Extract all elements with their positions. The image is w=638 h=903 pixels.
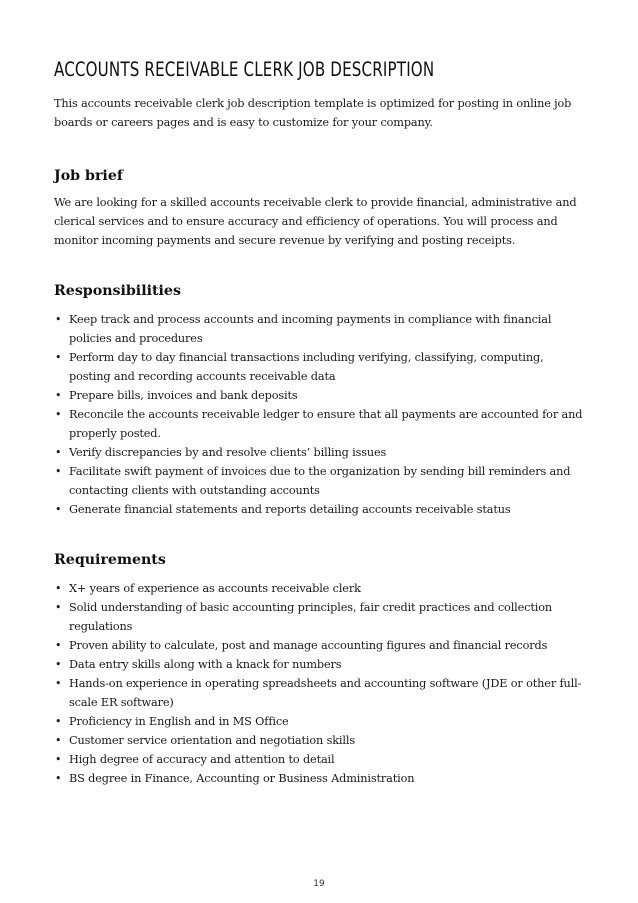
bullet-icon: • — [55, 753, 62, 766]
list-item-text: Solid understanding of basic accounting principles, fair credit practices and collection regulations — [69, 601, 552, 633]
list-item-text: Facilitate swift payment of invoices due to the organization by sending bill reminders and contacting clients with outstanding accounts — [69, 465, 571, 497]
list-item — [54, 712, 584, 731]
list-item — [54, 731, 584, 750]
list-item — [54, 769, 584, 788]
list-item — [54, 655, 584, 674]
bullet-icon: • — [55, 582, 62, 595]
list-item — [54, 405, 584, 443]
list-item-text: Reconcile the accounts receivable ledger to ensure that all payments are accounted for and properly posted. — [69, 408, 583, 440]
bullet-icon: • — [55, 503, 62, 516]
list-item-text: Data entry skills along with a knack for numbers — [69, 658, 342, 671]
bullet-icon: • — [55, 446, 62, 459]
bullet-icon: • — [55, 639, 62, 652]
bullet-icon: • — [55, 715, 62, 728]
list-item — [54, 500, 584, 519]
bullet-icon: • — [55, 658, 62, 671]
responsibilities-heading: Responsibilities — [54, 283, 181, 299]
list-item-text: Hands-on experience in operating spreadsheets and accounting software (JDE or other full-scale ER software) — [69, 677, 582, 709]
list-item — [54, 598, 584, 636]
list-item — [54, 310, 584, 348]
page-number: 19 — [313, 879, 325, 889]
list-item — [54, 636, 584, 655]
list-item-text: Proven ability to calculate, post and manage accounting figures and financial records — [69, 639, 548, 652]
intro-paragraph: This accounts receivable clerk job description template is optimized for posting in online job boards or careers pages and is easy to customize for your company. — [54, 97, 572, 129]
responsibilities-list — [54, 310, 584, 519]
requirements-list — [54, 579, 584, 788]
bullet-icon: • — [55, 351, 62, 364]
bullet-icon: • — [55, 465, 62, 478]
bullet-icon: • — [55, 772, 62, 785]
list-item-text: X+ years of experience as accounts receivable clerk — [69, 582, 361, 595]
page-title: ACCOUNTS RECEIVABLE CLERK JOB DESCRIPTION — [54, 58, 435, 81]
bullet-icon: • — [55, 734, 62, 747]
job-brief-paragraph: We are looking for a skilled accounts receivable clerk to provide financial, administrative and clerical services and to ensure accuracy and efficiency of operations. You will process and monitor incoming payments and secure revenue by verifying and posting receipts. — [54, 196, 577, 247]
list-item — [54, 674, 584, 712]
list-item-text: High degree of accuracy and attention to detail — [69, 753, 335, 766]
list-item — [54, 443, 584, 462]
bullet-icon: • — [55, 389, 62, 402]
list-item — [54, 750, 584, 769]
list-item-text: BS degree in Finance, Accounting or Business Administration — [69, 772, 415, 785]
bullet-icon: • — [55, 601, 62, 614]
list-item — [54, 462, 584, 500]
list-item-text: Verify discrepancies by and resolve clients’ billing issues — [69, 446, 387, 459]
list-item-text: Perform day to day financial transactions including verifying, classifying, computing, posting and recording accounts receivable data — [69, 351, 544, 383]
list-item — [54, 579, 584, 598]
list-item — [54, 348, 584, 386]
requirements-heading: Requirements — [54, 552, 166, 568]
list-item-text: Customer service orientation and negotiation skills — [69, 734, 355, 747]
bullet-icon: • — [55, 313, 62, 326]
list-item-text: Keep track and process accounts and incoming payments in compliance with financial policies and procedures — [69, 313, 552, 345]
bullet-icon: • — [55, 408, 62, 421]
list-item-text: Prepare bills, invoices and bank deposits — [69, 389, 298, 402]
job-brief-heading: Job brief — [54, 168, 123, 184]
list-item-text: Proficiency in English and in MS Office — [69, 715, 289, 728]
list-item — [54, 386, 584, 405]
list-item-text: Generate financial statements and reports detailing accounts receivable status — [69, 503, 511, 516]
bullet-icon: • — [55, 677, 62, 690]
document-page — [54, 56, 584, 788]
